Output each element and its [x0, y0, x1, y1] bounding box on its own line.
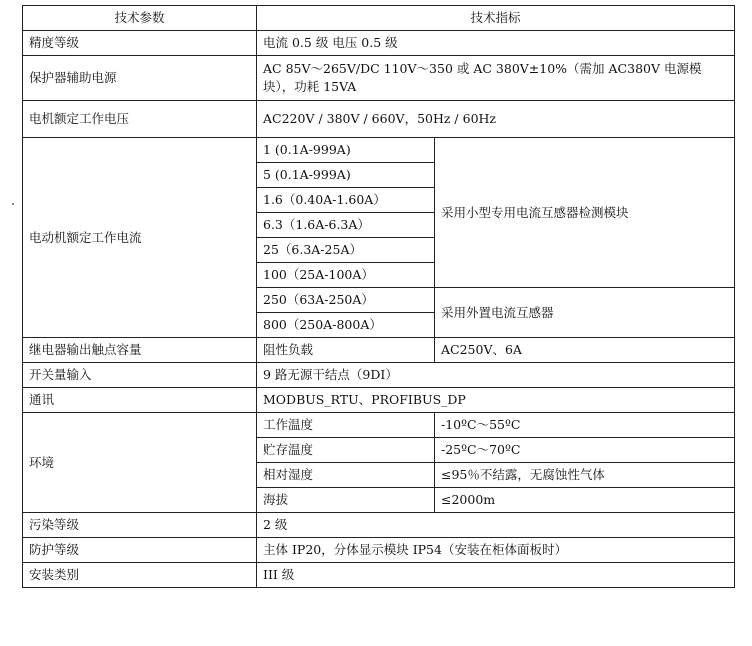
env-value: ≤2000m [435, 488, 735, 513]
table-row [23, 138, 735, 163]
table-row [23, 513, 735, 538]
precision-value: 电流 0.5 级 电压 0.5 级 [257, 31, 735, 56]
scan-mark [12, 203, 14, 205]
relay-label: 继电器输出触点容量 [23, 338, 257, 363]
install-value: III 级 [257, 563, 735, 588]
current-group2-note: 采用外置电流互感器 [435, 288, 735, 338]
comm-value: MODBUS_RTU、PROFIBUS_DP [257, 388, 735, 413]
spec-table-container [22, 5, 735, 588]
precision-label: 精度等级 [23, 31, 257, 56]
motor-current-label: 电动机额定工作电流 [23, 138, 257, 338]
current-range: 25（6.3A-25A） [257, 238, 435, 263]
table-row [23, 538, 735, 563]
current-range: 6.3（1.6A-6.3A） [257, 213, 435, 238]
table-row [23, 56, 735, 101]
current-range: 1 (0.1A-999A) [257, 138, 435, 163]
protection-value: 主体 IP20，分体显示模块 IP54（安装在柜体面板时） [257, 538, 735, 563]
env-value: ≤95％不结露，无腐蚀性气体 [435, 463, 735, 488]
current-group1-note: 采用小型专用电流互感器检测模块 [435, 138, 735, 288]
env-name: 工作温度 [257, 413, 435, 438]
environment-label: 环境 [23, 413, 257, 513]
motor-voltage-label: 电机额定工作电压 [23, 101, 257, 138]
table-row [23, 31, 735, 56]
table-row [23, 363, 735, 388]
comm-label: 通讯 [23, 388, 257, 413]
spec-table [22, 5, 735, 588]
motor-voltage-value: AC220V / 380V / 660V，50Hz / 60Hz [257, 101, 735, 138]
table-row [23, 563, 735, 588]
relay-value: AC250V、6A [435, 338, 735, 363]
env-name: 贮存温度 [257, 438, 435, 463]
switch-input-value: 9 路无源干结点（9DI） [257, 363, 735, 388]
env-value: -25ºC～70ºC [435, 438, 735, 463]
env-value: -10ºC～55ºC [435, 413, 735, 438]
table-header-row [23, 6, 735, 31]
env-name: 相对湿度 [257, 463, 435, 488]
table-row [23, 388, 735, 413]
install-label: 安装类别 [23, 563, 257, 588]
switch-input-label: 开关量输入 [23, 363, 257, 388]
protection-label: 防护等级 [23, 538, 257, 563]
env-name: 海拔 [257, 488, 435, 513]
current-range: 800（250A-800A） [257, 313, 435, 338]
current-range: 100（25A-100A） [257, 263, 435, 288]
current-range: 1.6（0.40A-1.60A） [257, 188, 435, 213]
header-parameter: 技术参数 [23, 6, 257, 31]
pollution-label: 污染等级 [23, 513, 257, 538]
relay-load: 阻性负载 [257, 338, 435, 363]
table-row [23, 413, 735, 438]
current-range: 5 (0.1A-999A) [257, 163, 435, 188]
table-row [23, 101, 735, 138]
current-range: 250（63A-250A） [257, 288, 435, 313]
pollution-value: 2 级 [257, 513, 735, 538]
power-label: 保护器辅助电源 [23, 56, 257, 101]
power-value: AC 85V～265V/DC 110V～350 或 AC 380V±10%（需加 AC380V 电源模块），功耗 15VA [257, 56, 735, 101]
table-row [23, 338, 735, 363]
header-specification: 技术指标 [257, 6, 735, 31]
